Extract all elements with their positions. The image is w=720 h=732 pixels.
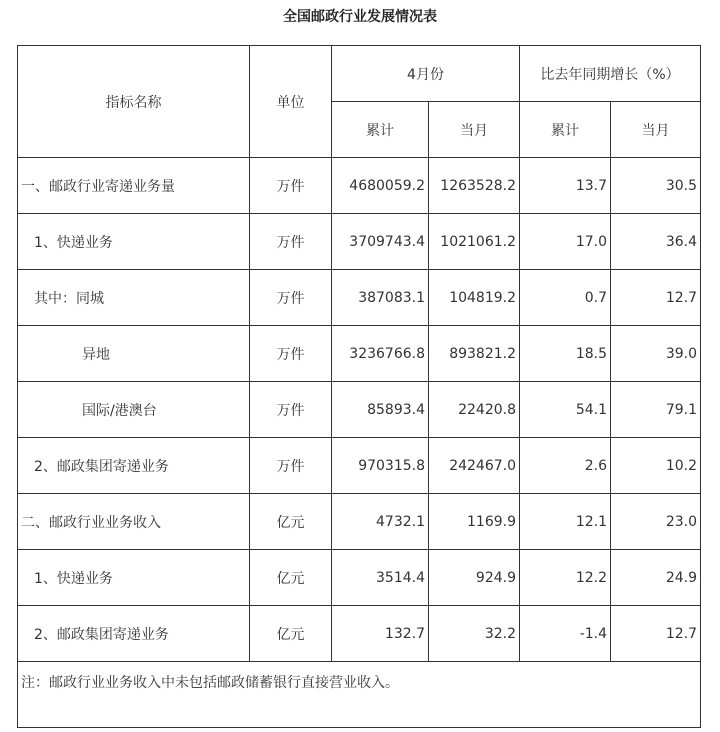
- row-current-month: 242467.0: [429, 438, 520, 494]
- table-row: [18, 382, 701, 438]
- table-row: [18, 214, 701, 270]
- header-growth-current-month: 当月: [611, 102, 701, 158]
- row-unit: 亿元: [250, 606, 332, 662]
- table-row: [18, 438, 701, 494]
- row-current-month: 1021061.2: [429, 214, 520, 270]
- row-growth-cumulative: 0.7: [520, 270, 611, 326]
- row-cumulative: 3236766.8: [332, 326, 429, 382]
- postal-stats-table: [17, 45, 701, 728]
- row-current-month: 1169.9: [429, 494, 520, 550]
- table-row: [18, 606, 701, 662]
- row-growth-current-month: 39.0: [611, 326, 701, 382]
- header-indicator: 指标名称: [18, 46, 250, 158]
- row-current-month: 893821.2: [429, 326, 520, 382]
- row-name: 二、邮政行业业务收入: [18, 494, 250, 550]
- row-cumulative: 4680059.2: [332, 158, 429, 214]
- row-cumulative: 85893.4: [332, 382, 429, 438]
- row-cumulative: 4732.1: [332, 494, 429, 550]
- row-name: 1、快递业务: [18, 214, 250, 270]
- table-row: [18, 494, 701, 550]
- row-unit: 万件: [250, 326, 332, 382]
- row-name: 2、邮政集团寄递业务: [18, 438, 250, 494]
- table-title: 全国邮政行业发展情况表: [283, 9, 437, 25]
- row-name: 2、邮政集团寄递业务: [18, 606, 250, 662]
- row-growth-current-month: 23.0: [611, 494, 701, 550]
- row-name: 1、快递业务: [18, 550, 250, 606]
- table-row: [18, 270, 701, 326]
- row-cumulative: 970315.8: [332, 438, 429, 494]
- row-growth-cumulative: 12.1: [520, 494, 611, 550]
- row-name: 国际/港澳台: [18, 382, 250, 438]
- row-growth-cumulative: 13.7: [520, 158, 611, 214]
- row-growth-cumulative: 17.0: [520, 214, 611, 270]
- table-note: 注：邮政行业业务收入中未包括邮政储蓄银行直接营业收入。: [18, 662, 701, 728]
- header-month-group: 4月份: [332, 46, 520, 102]
- header-current-month: 当月: [429, 102, 520, 158]
- row-unit: 万件: [250, 158, 332, 214]
- row-growth-current-month: 12.7: [611, 270, 701, 326]
- row-growth-current-month: 10.2: [611, 438, 701, 494]
- row-current-month: 32.2: [429, 606, 520, 662]
- row-growth-cumulative: -1.4: [520, 606, 611, 662]
- row-unit: 万件: [250, 214, 332, 270]
- row-growth-current-month: 36.4: [611, 214, 701, 270]
- row-name: 一、邮政行业寄递业务量: [18, 158, 250, 214]
- row-current-month: 22420.8: [429, 382, 520, 438]
- row-name: 其中：同城: [18, 270, 250, 326]
- row-unit: 万件: [250, 438, 332, 494]
- row-current-month: 1263528.2: [429, 158, 520, 214]
- header-unit: 单位: [250, 46, 332, 158]
- row-growth-current-month: 30.5: [611, 158, 701, 214]
- header-row-1: [18, 46, 701, 102]
- note-row: [18, 662, 701, 728]
- row-growth-cumulative: 12.2: [520, 550, 611, 606]
- table-row: [18, 326, 701, 382]
- table-row: [18, 550, 701, 606]
- row-cumulative: 3709743.4: [332, 214, 429, 270]
- row-growth-current-month: 12.7: [611, 606, 701, 662]
- row-growth-cumulative: 54.1: [520, 382, 611, 438]
- header-growth-group: 比去年同期增长（%）: [520, 46, 701, 102]
- row-cumulative: 387083.1: [332, 270, 429, 326]
- row-growth-cumulative: 18.5: [520, 326, 611, 382]
- row-growth-cumulative: 2.6: [520, 438, 611, 494]
- row-unit: 万件: [250, 382, 332, 438]
- row-cumulative: 132.7: [332, 606, 429, 662]
- header-growth-cumulative: 累计: [520, 102, 611, 158]
- row-current-month: 924.9: [429, 550, 520, 606]
- row-unit: 万件: [250, 270, 332, 326]
- header-cumulative: 累计: [332, 102, 429, 158]
- row-name: 异地: [18, 326, 250, 382]
- row-unit: 亿元: [250, 550, 332, 606]
- row-unit: 亿元: [250, 494, 332, 550]
- row-growth-current-month: 24.9: [611, 550, 701, 606]
- row-growth-current-month: 79.1: [611, 382, 701, 438]
- row-current-month: 104819.2: [429, 270, 520, 326]
- table-row: [18, 158, 701, 214]
- row-cumulative: 3514.4: [332, 550, 429, 606]
